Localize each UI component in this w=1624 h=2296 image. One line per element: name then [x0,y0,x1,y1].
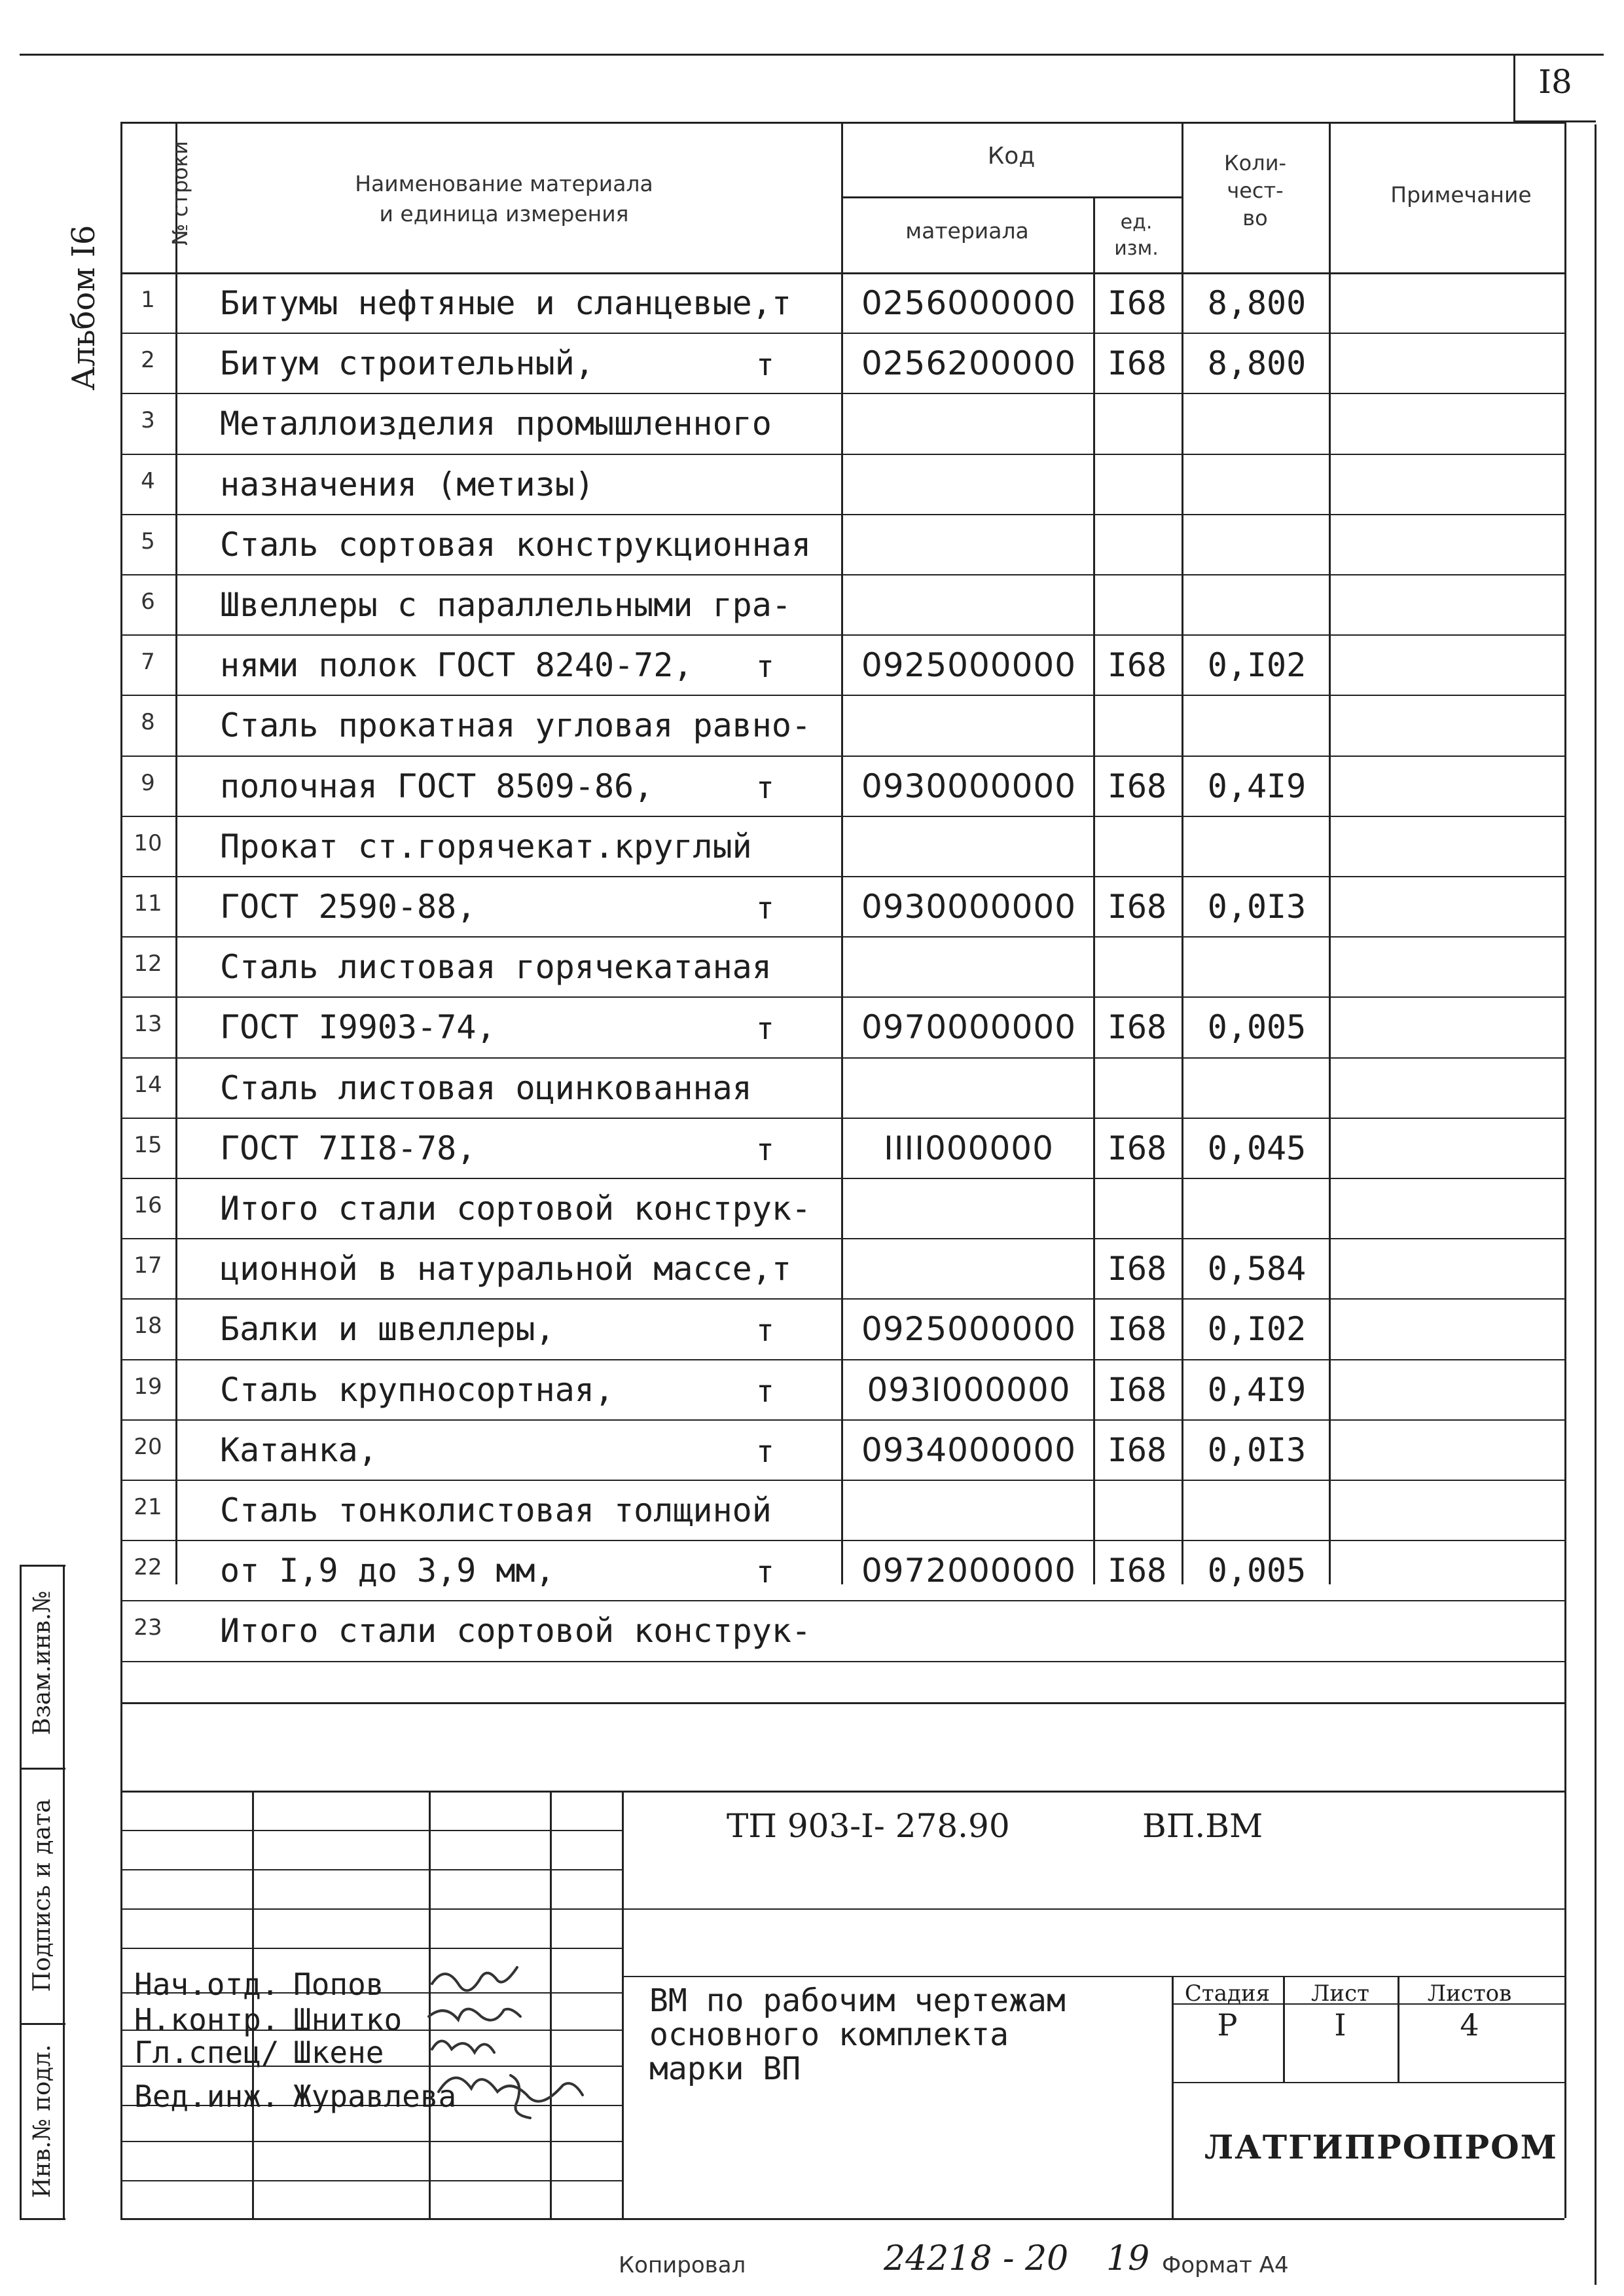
row-line [120,634,1564,636]
doc-code: ТП 903-I- 278.90 [727,1807,1010,1845]
row-line [120,695,1564,696]
row-line [120,1178,1564,1179]
title-block-line [120,2141,622,2142]
person-name: Журавлева [293,2079,457,2114]
row-line [120,1238,1564,1239]
quantity: 0,0I3 [1207,888,1307,926]
title-block-top-line [120,1791,1564,1793]
material-name: Итого стали сортовой конструк- [220,1612,812,1650]
unit-letter: т [756,649,774,685]
row-line [120,1359,1564,1360]
row-line [120,876,1564,877]
material-code: 0256000000 [861,284,1077,322]
side-stamp-top [20,1565,65,1567]
title-block-line [1172,1976,1174,2218]
row-line [120,454,1564,455]
title-block-line [622,1908,1564,1910]
row-number: 4 [141,467,155,494]
quantity: 0,045 [1207,1129,1307,1167]
row-number: 5 [141,528,155,555]
quantity: 8,800 [1207,284,1307,322]
row-line [120,1298,1564,1300]
footer-number: 24218 - 20 [884,2239,1069,2278]
stage-value: Р [1217,2007,1238,2043]
row-number: 1 [141,287,155,313]
unit-letter: т [756,347,774,383]
header-row-number: № строки [168,141,192,246]
material-name: Сталь листовая горячекатаная [220,948,772,987]
person-name: Шкене [293,2035,384,2070]
code-subheader-line [841,196,1182,198]
row-number: 14 [134,1071,162,1098]
header-quantity: Коли- чест- во [1223,151,1287,230]
quantity: 0,0I3 [1207,1430,1307,1469]
material-code: 0934000000 [861,1430,1077,1469]
row-line [120,393,1564,394]
material-name: ГОСТ 2590-88, [220,888,477,926]
unit-letter: т [756,1433,774,1469]
unit-letter: т [756,769,774,805]
material-code: 0972000000 [861,1552,1077,1590]
material-code: 0925000000 [861,646,1077,685]
row-number: 21 [134,1494,162,1520]
title-block-line [120,1948,622,1949]
signature-scribbles [419,1958,628,2128]
unit-code: I68 [1107,1370,1167,1409]
title-block-upper-line [120,1702,1564,1704]
organization-name: ЛАТГИПРОПРОМ [1204,2128,1558,2166]
quantity: 0,I02 [1207,1310,1307,1349]
row-number: 3 [141,407,155,434]
side-stamp-sep-1 [20,1768,65,1770]
unit-code: I68 [1107,1430,1167,1469]
row-line [120,1419,1564,1421]
page-number: I8 [1538,63,1572,101]
person-role: Вед.инж. [134,2079,280,2114]
row-number: 13 [134,1011,162,1038]
unit-code: I68 [1107,1552,1167,1590]
stage-label: Стадия [1184,1980,1271,2007]
row-line [120,1480,1564,1481]
unit-letter: т [756,890,774,926]
unit-code: I68 [1107,888,1167,926]
row-number: 12 [134,951,162,977]
title-block-line [120,2180,622,2181]
title-block-line [120,1869,622,1870]
unit-code: I68 [1107,284,1167,322]
row-line [120,1540,1564,1541]
quantity: 0,584 [1207,1250,1307,1288]
row-number: 16 [134,1192,162,1218]
unit-code: I68 [1107,1310,1167,1349]
side-stamp-sep-2 [20,2023,65,2025]
material-name: от I,9 до 3,9 мм, [220,1552,555,1590]
header-note: Примечание [1390,182,1532,208]
quantity: 0,005 [1207,1552,1307,1590]
row-line [120,1057,1564,1059]
person-role: Нач.отд. [134,1967,280,2002]
material-name: ГОСТ 7II8-78, [220,1129,477,1167]
material-name: Сталь сортовая конструкционная [220,525,812,564]
header-material-name: Наименование материала и единица измерения [355,171,653,227]
unit-letter: т [756,1011,774,1047]
row-number: 11 [134,890,162,917]
right-border [1595,124,1597,2285]
page-number-box-left [1513,54,1515,122]
material-name: Сталь тонколистовая толщиной [220,1491,772,1529]
quantity: 0,4I9 [1207,1370,1307,1409]
sheets-label: Листов [1427,1980,1512,2007]
material-name: нями полок ГОСТ 8240-72, [220,646,693,685]
row-line [120,756,1564,757]
row-line [120,1118,1564,1119]
row-number: 7 [141,649,155,676]
footer-format: Формат А4 [1162,2252,1289,2278]
col-line [841,122,843,1584]
unit-letter: т [756,1554,774,1590]
side-stamp-signature-date: Подпись и дата [29,1798,56,1992]
side-stamp-outer-left [20,1565,22,2219]
title-block-line [622,1976,1564,1977]
title-block-line [1172,2082,1564,2083]
quantity: 0,I02 [1207,646,1307,685]
unit-letter: т [756,1313,774,1349]
sheets-value: 4 [1460,2007,1479,2043]
top-rule [20,54,1604,56]
row-line [120,936,1564,938]
material-name: назначения (метизы) [220,465,594,503]
row-number: 20 [134,1433,162,1460]
row-number: 9 [141,769,155,796]
side-stamp-vzam: Взам.инв.№ [29,1590,56,1736]
material-name: ционной в натуральной массе,т [220,1250,791,1288]
material-name: полочная ГОСТ 8509-86, [220,767,654,805]
sheet-value: I [1334,2007,1346,2043]
title-block-line [120,1908,622,1910]
material-code: 0930000000 [861,888,1077,926]
side-stamp-inv-no: Инв.№ подл. [29,2044,56,2198]
col-line [175,122,177,1584]
material-name: Сталь прокатная угловая равно- [220,706,812,745]
row-line [120,1661,1564,1662]
row-number: 18 [134,1313,162,1339]
row-number: 15 [134,1131,162,1158]
material-name: Итого стали сортовой конструк- [220,1190,812,1228]
material-code: IIII000000 [884,1129,1054,1167]
footer-copied: Копировал [619,2252,746,2278]
person-role: Н.контр. [134,2002,280,2037]
unit-code: I68 [1107,767,1167,805]
row-number: 19 [134,1373,162,1400]
material-name: Швеллеры с параллельными гра- [220,586,791,624]
sheet-label: Лист [1311,1980,1369,2007]
header-code-material: материала [905,218,1029,244]
row-line [120,333,1564,334]
row-number: 6 [141,589,155,615]
material-name: Балки и швеллеры, [220,1310,555,1349]
side-stamp-bottom [20,2218,65,2220]
material-name: Сталь крупносортная, [220,1370,615,1409]
document-description: ВМ по рабочим чертежам основного комплекта марки ВП [649,1982,1066,2087]
unit-code: I68 [1107,1008,1167,1047]
material-code: 0970000000 [861,1008,1077,1047]
side-stamp-divider [63,1565,65,2219]
unit-letter: т [756,1373,774,1409]
row-number: 2 [141,347,155,374]
unit-code: I68 [1107,1129,1167,1167]
col-line [1182,122,1183,1584]
row-line [120,574,1564,575]
material-name: Битум строительный, [220,344,594,383]
person-name: Шнитко [293,2002,403,2037]
doc-mark: ВП.ВМ [1142,1807,1263,1845]
unit-code: I68 [1107,1250,1167,1288]
material-name: Битумы нефтяные и сланцевые,т [220,284,791,322]
title-block-bottom-line [120,2218,1564,2220]
person-name: Попов [293,1967,384,2002]
material-name: Катанка, [220,1430,378,1469]
row-number: 22 [134,1554,162,1581]
col-line [1564,122,1566,1702]
header-code: Код [987,143,1036,170]
material-code: 0930000000 [861,767,1077,805]
footer-page: 19 [1106,2239,1150,2278]
row-number: 23 [134,1614,162,1641]
row-line [120,1600,1564,1601]
material-code: 0256200000 [861,344,1077,383]
col-line [1329,122,1331,1584]
material-name: Сталь листовая оцинкованная [220,1068,752,1107]
row-line [120,816,1564,817]
album-label: Альбом I6 [65,225,102,391]
material-name: ГОСТ I9903-74, [220,1008,496,1047]
material-name: Прокат ст.горячекат.круглый [220,827,752,866]
quantity: 0,4I9 [1207,767,1307,805]
unit-code: I68 [1107,646,1167,685]
row-line [120,996,1564,998]
unit-code: I68 [1107,344,1167,383]
header-code-unit: ед. изм. [1114,211,1159,260]
quantity: 8,800 [1207,344,1307,383]
material-name: Металлоизделия промышленного [220,405,772,443]
person-role: Гл.спец/ [134,2035,280,2070]
row-number: 8 [141,709,155,736]
material-code: 0925000000 [861,1310,1077,1349]
material-code: 093I000000 [867,1370,1071,1409]
unit-letter: т [756,1131,774,1167]
row-number: 10 [134,829,162,856]
row-number: 17 [134,1252,162,1279]
row-line [120,514,1564,515]
quantity: 0,005 [1207,1008,1307,1047]
title-block-line [120,1830,622,1831]
